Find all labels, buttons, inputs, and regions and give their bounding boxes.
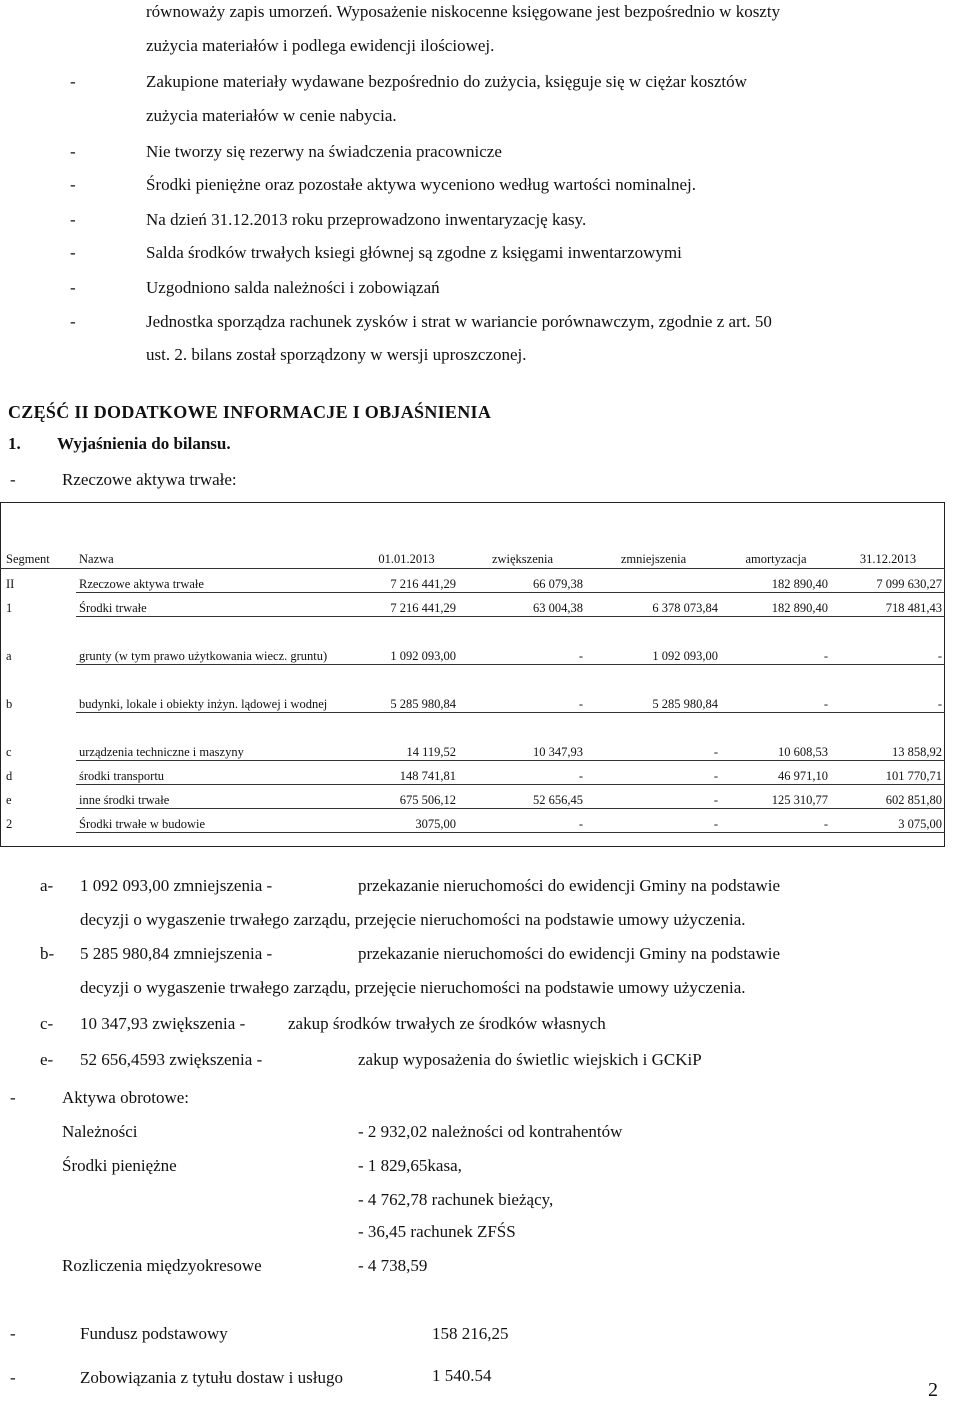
subsection-title: Wyjaśnienia do bilansu.	[56, 434, 231, 453]
header-opening: 01.01.2013	[354, 502, 459, 568]
note-text: 52 656,4593 zwiększenia -	[80, 1050, 263, 1069]
header-increase: zwiększenia	[459, 502, 586, 568]
header-name: Nazwa	[76, 502, 354, 568]
cash-item-0: - 1 829,65kasa,	[358, 1156, 462, 1175]
note-desc: zakup wyposażenia do świetlic wiejskich i GCKiP	[358, 1050, 702, 1069]
receivables-value: - 2 932,02 należności od kontrahentów	[358, 1122, 623, 1141]
note-text: 10 347,93 zwiększenia -	[80, 1014, 246, 1033]
intro-dash: -	[70, 278, 76, 297]
liabilities-label: Zobowiązania z tytułu dostaw i usługo	[80, 1368, 343, 1387]
intro-line: Środki pieniężne oraz pozostałe aktywa wyceniono według wartości nominalnej.	[146, 175, 696, 194]
note-continuation: decyzji o wygaszenie trwałego zarządu, przejęcie nieruchomości na podstawie umowy użyczenia.	[80, 978, 746, 997]
note-key: b-	[40, 944, 55, 963]
table-row	[0, 664, 945, 712]
cell-increase: -	[459, 664, 586, 712]
cell-decrease: 1 092 093,00	[586, 616, 721, 664]
cell-decrease: 5 285 980,84	[586, 664, 721, 712]
table-body	[0, 568, 945, 832]
cell-increase: -	[459, 808, 586, 832]
subsection-number: 1.	[8, 434, 21, 453]
cell-opening: 7 216 441,29	[354, 568, 459, 592]
fixed-assets-table	[0, 502, 945, 833]
cell-opening: 148 741,81	[354, 760, 459, 784]
intro-line: zużycia materiałów w cenie nabycia.	[146, 106, 397, 125]
cell-increase: 63 004,38	[459, 592, 586, 616]
cash-item-1: - 4 762,78 rachunek bieżący,	[358, 1190, 554, 1209]
cell-opening: 7 216 441,29	[354, 592, 459, 616]
intro-dash: -	[70, 243, 76, 262]
cell-depreciation: -	[721, 616, 831, 664]
intro-line: Uzgodniono salda należności i zobowiązań	[146, 278, 440, 297]
note-key: a-	[40, 876, 54, 895]
intro-dash: -	[70, 72, 76, 91]
header-decrease: zmniejszenia	[586, 502, 721, 568]
cell-closing: 602 851,80	[831, 784, 945, 808]
accruals-value: - 4 738,59	[358, 1256, 428, 1275]
intro-dash: -	[70, 142, 76, 161]
intro-line: Nie tworzy się rezerwy na świadczenia pracownicze	[146, 142, 502, 161]
header-segment: Segment	[0, 502, 76, 568]
cell-segment: d	[6, 769, 13, 783]
cell-decrease: -	[586, 760, 721, 784]
cash-label: Środki pieniężne	[62, 1156, 177, 1175]
cell-segment: II	[6, 577, 15, 591]
cell-name: Środki trwałe w budowie	[76, 808, 354, 832]
table-row	[0, 592, 945, 616]
cell-segment: 2	[6, 817, 13, 831]
note-text: 5 285 980,84 zmniejszenia -	[80, 944, 273, 963]
cell-opening: 675 506,12	[354, 784, 459, 808]
cell-increase: 10 347,93	[459, 712, 586, 760]
cell-closing: 7 099 630,27	[831, 568, 945, 592]
note-key: c-	[40, 1014, 54, 1033]
fixed-assets-dash: -	[10, 470, 16, 489]
page-number: 2	[928, 1379, 938, 1401]
intro-line: równoważy zapis umorzeń. Wyposażenie niskocenne księgowane jest bezpośrednio w koszty	[146, 2, 781, 21]
intro-line: zużycia materiałów i podlega ewidencji ilościowej.	[146, 36, 495, 55]
cell-closing: 101 770,71	[831, 760, 945, 784]
table-row	[0, 808, 945, 832]
cell-segment: e	[6, 793, 12, 807]
cell-increase: -	[459, 616, 586, 664]
fund-label: Fundusz podstawowy	[80, 1324, 228, 1343]
fixed-assets-label: Rzeczowe aktywa trwałe:	[62, 470, 237, 489]
cell-depreciation: 125 310,77	[721, 784, 831, 808]
cell-opening: 5 285 980,84	[354, 664, 459, 712]
cell-increase: 52 656,45	[459, 784, 586, 808]
cell-name: budynki, lokale i obiekty inżyn. lądowej i wodnej	[76, 664, 354, 712]
fixed-assets-table-wrap	[0, 502, 945, 847]
intro-line: Salda środków trwałych ksiegi głównej są zgodne z księgami inwentarzowymi	[146, 243, 682, 262]
cell-decrease: -	[586, 712, 721, 760]
current-assets-title: Aktywa obrotowe:	[62, 1088, 190, 1107]
note-continuation: decyzji o wygaszenie trwałego zarządu, przejęcie nieruchomości na podstawie umowy użyczenia.	[80, 910, 746, 929]
cell-closing: 718 481,43	[831, 592, 945, 616]
cell-decrease	[586, 568, 721, 592]
cell-name: inne środki trwałe	[76, 784, 354, 808]
table-header-row	[0, 502, 945, 568]
table-row	[0, 712, 945, 760]
fund-dash: -	[10, 1324, 16, 1343]
cell-opening: 14 119,52	[354, 712, 459, 760]
note-text: 1 092 093,00 zmniejszenia -	[80, 876, 273, 895]
table-row	[0, 568, 945, 592]
cell-segment: b	[6, 697, 13, 711]
cell-segment: c	[6, 745, 12, 759]
cell-closing: -	[831, 616, 945, 664]
cell-closing: 3 075,00	[831, 808, 945, 832]
intro-dash: -	[70, 312, 76, 331]
cell-name: Środki trwałe	[76, 592, 354, 616]
intro-dash: -	[70, 210, 76, 229]
liabilities-value: 1 540.54	[432, 1366, 492, 1385]
note-desc: przekazanie nieruchomości do ewidencji Gminy na podstawie	[358, 876, 781, 895]
table-row	[0, 784, 945, 808]
fund-value: 158 216,25	[432, 1324, 509, 1343]
table-row	[0, 616, 945, 664]
cell-name: grunty (w tym prawo użytkowania wiecz. gruntu)	[76, 616, 354, 664]
cell-opening: 1 092 093,00	[354, 616, 459, 664]
cell-closing: -	[831, 664, 945, 712]
cell-segment: a	[6, 649, 12, 663]
note-desc: zakup środków trwałych ze środków własnych	[288, 1014, 606, 1033]
cell-depreciation: -	[721, 664, 831, 712]
current-assets-dash: -	[10, 1088, 16, 1107]
cell-increase: 66 079,38	[459, 568, 586, 592]
cell-name: urządzenia techniczne i maszyny	[76, 712, 354, 760]
cash-item-2: - 36,45 rachunek ZFŚS	[358, 1222, 516, 1241]
liabilities-dash: -	[10, 1368, 16, 1387]
cell-depreciation: 182 890,40	[721, 592, 831, 616]
cell-depreciation: -	[721, 808, 831, 832]
note-desc: przekazanie nieruchomości do ewidencji Gminy na podstawie	[358, 944, 781, 963]
cell-decrease: 6 378 073,84	[586, 592, 721, 616]
cell-depreciation: 46 971,10	[721, 760, 831, 784]
cell-segment: 1	[6, 601, 13, 615]
section-title: CZĘŚĆ II DODATKOWE INFORMACJE I OBJAŚNIENIA	[8, 402, 492, 422]
cell-name: środki transportu	[76, 760, 354, 784]
cell-depreciation: 182 890,40	[721, 568, 831, 592]
receivables-label: Należności	[62, 1122, 138, 1141]
cell-opening: 3075,00	[354, 808, 459, 832]
note-key: e-	[40, 1050, 54, 1069]
cell-name: Rzeczowe aktywa trwałe	[76, 568, 354, 592]
cell-decrease: -	[586, 808, 721, 832]
intro-dash: -	[70, 175, 76, 194]
cell-closing: 13 858,92	[831, 712, 945, 760]
table-row	[0, 760, 945, 784]
intro-line: Jednostka sporządza rachunek zysków i strat w wariancie porównawczym, zgodnie z art. 50	[146, 312, 772, 331]
cell-increase: -	[459, 760, 586, 784]
intro-line: Zakupione materiały wydawane bezpośrednio do zużycia, księguje się w ciężar kosztów	[146, 72, 747, 91]
header-depreciation: amortyzacja	[721, 502, 831, 568]
subsection-heading	[8, 434, 231, 454]
intro-line: Na dzień 31.12.2013 roku przeprowadzono inwentaryzację kasy.	[146, 210, 587, 229]
cell-depreciation: 10 608,53	[721, 712, 831, 760]
intro-line: ust. 2. bilans został sporządzony w wersji uproszczonej.	[146, 345, 527, 364]
accruals-label: Rozliczenia międzyokresowe	[62, 1256, 262, 1275]
cell-decrease: -	[586, 784, 721, 808]
header-closing: 31.12.2013	[831, 502, 945, 568]
